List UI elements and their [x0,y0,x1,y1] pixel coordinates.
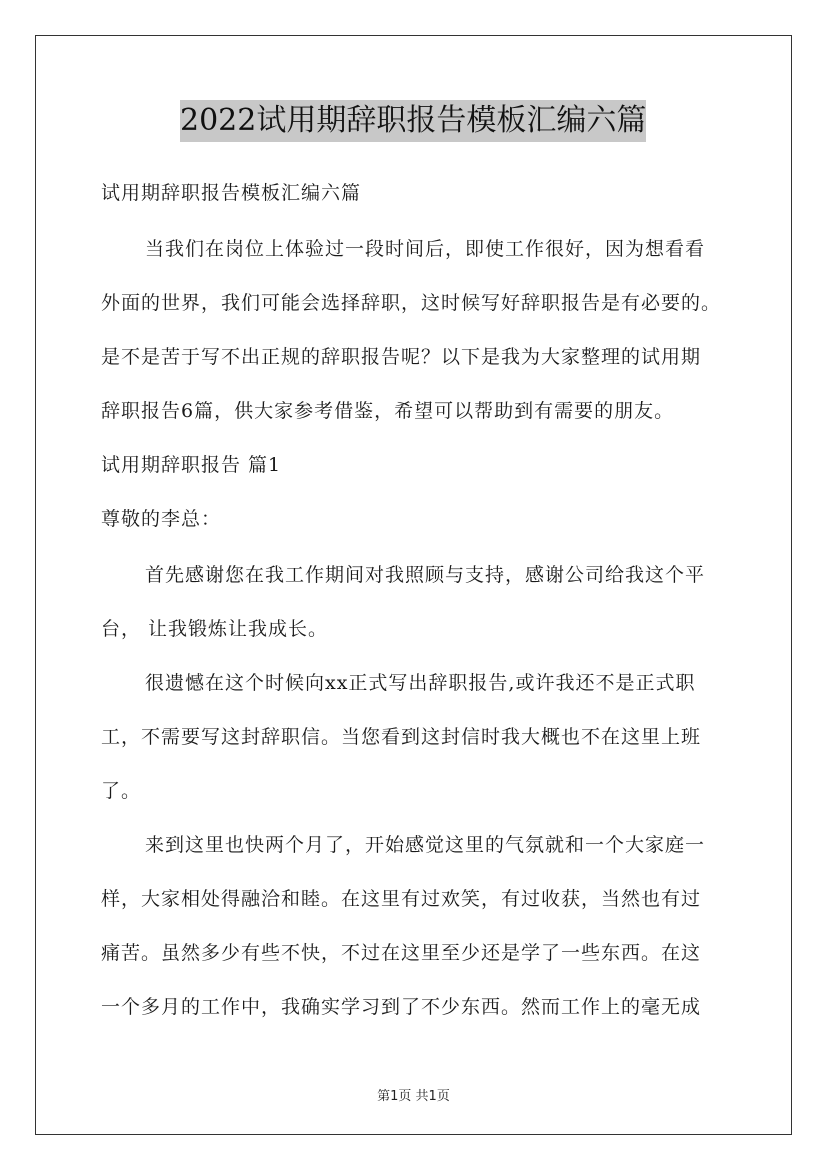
paragraph-line: 样，大家相处得融洽和睦。在这里有过欢笑，有过收获，当然也有过 [101,888,702,910]
paragraph-line: 一个多月的工作中，我确实学习到了不少东西。然而工作上的毫无成 [101,996,702,1018]
paragraph-line: 辞职报告6篇，供大家参考借鉴，希望可以帮助到有需要的朋友。 [101,400,675,422]
section-heading: 试用期辞职报告 篇1 [101,454,282,476]
paragraph-line: 工，不需要写这封辞职信。当您看到这封信时我大概也不在这里上班 [101,726,702,748]
paragraph-line: 当我们在岗位上体验过一段时间后，即使工作很好，因为想看看 [145,238,706,260]
paragraph-line: 了。 [101,780,142,802]
paragraph-line: 很遗憾在这个时候向xx正式写出辞职报告,或许我还不是正式职 [145,672,696,694]
paragraph-line: 痛苦。虽然多少有些不快，不过在这里至少还是学了一些东西。在这 [101,942,702,964]
paragraph-line: 外面的世界，我们可能会选择辞职，这时候写好辞职报告是有必要的。 [101,292,722,314]
salutation: 尊敬的李总： [101,508,222,530]
page-footer: 第1页 共1页 [377,1089,450,1104]
paragraph-line: 首先感谢您在我工作期间对我照顾与支持，感谢公司给我这个平 [145,564,706,586]
paragraph-line: 台， 让我锻炼让我成长。 [101,618,329,640]
paragraph-line: 来到这里也快两个月了，开始感觉这里的气氛就和一个大家庭一 [145,834,706,856]
document-title: 2022试用期辞职报告模板汇编六篇 [180,100,646,142]
subtitle-line: 试用期辞职报告模板汇编六篇 [101,182,362,204]
paragraph-line: 是不是苦于写不出正规的辞职报告呢？以下是我为大家整理的试用期 [101,346,702,368]
